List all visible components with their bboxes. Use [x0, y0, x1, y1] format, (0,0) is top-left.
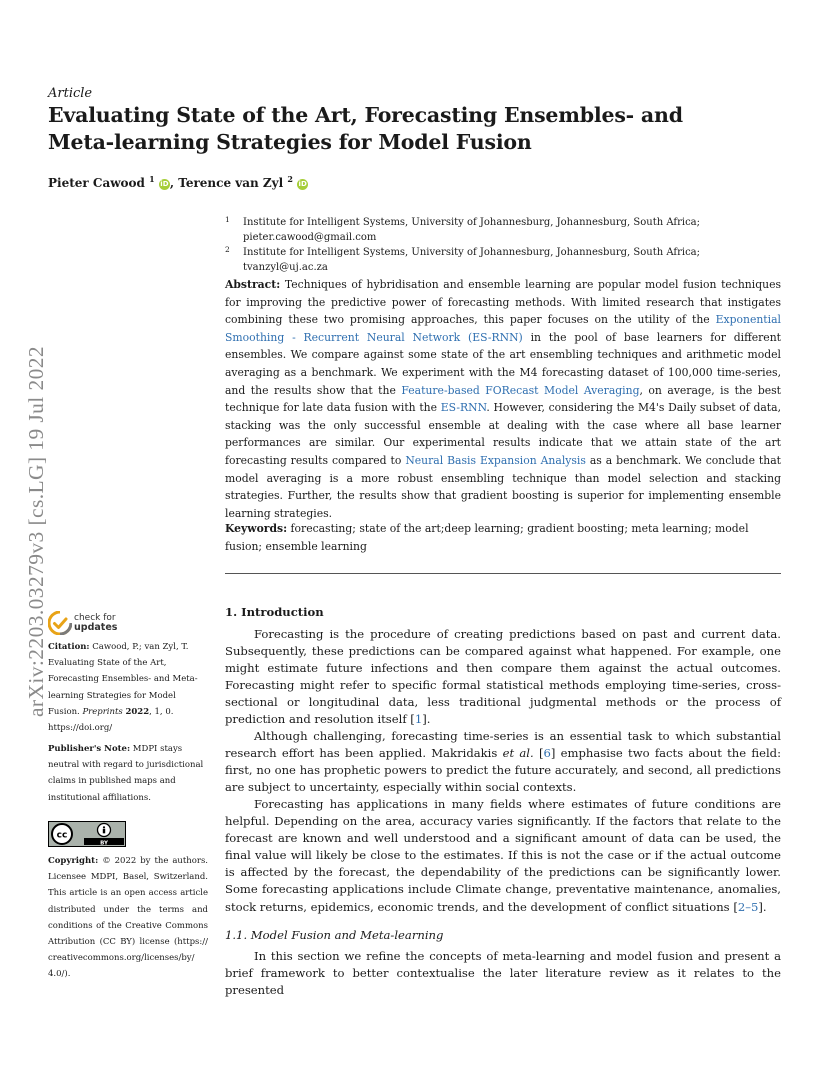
author-list: Pieter Cawood $^1$ iD, Terence van Zyl $^2$ iD: [48, 174, 307, 190]
abstract-text: as a benchmark. We conclude that model averaging is a more robust ensembling technique than model selection and stacking strategies. Further, the results show that gradient boosting is superior for implementing ensemble learning strategies.: [225, 453, 781, 520]
creative-commons-license-badge[interactable]: [48, 821, 126, 847]
author-name[interactable]: Terence van Zyl: [178, 176, 284, 190]
keywords-label: Keywords:: [225, 522, 288, 535]
intro-paragraph-4: [225, 948, 781, 999]
citation-doi-link[interactable]: https://doi.org/: [48, 723, 113, 734]
paragraph-text: Forecasting has applications in many fields where estimates of future conditions are helpful. Depending on the area, accuracy varies significantly. If the factors that relate to the forecast are known and well understood and a significant amount of data can be used, the final value will likely be close to the estimates. If this is not the case or if the actual outcome is affected by the forecast, the dependability of the predictions can be significantly lower. Some forecasting applications include Climate change, preventative maintenance, anomalies, stock returns, epidemics, economic trends, and the development of conflict situations [: [225, 797, 781, 914]
keywords: [225, 520, 781, 555]
subsection-heading: 1.1. Model Fusion and Meta-learning: [225, 928, 444, 942]
affiliation-1: [225, 215, 785, 245]
et-al-text: et al.: [502, 746, 534, 761]
citation-link[interactable]: 1: [414, 712, 423, 727]
abstract-text: . However, considering the M4's Daily subset of data, stacking was the only successful ensemble at dealing with the case where all base learner performances are similar. Our experimental results indicate that we attain state of the art forecasting results compared to: [225, 401, 781, 467]
abstract-label: Abstract:: [225, 278, 281, 291]
citation-link[interactable]: 2–5: [737, 899, 759, 914]
affiliation-number: 1: [225, 215, 230, 224]
paper-title: Evaluating State of the Art, Forecasting Ensembles- and Meta-learning Strategies for Model Fusion: [48, 103, 683, 154]
abstract-link-fforma[interactable]: Feature-based FORecast Model Averaging: [401, 383, 640, 397]
paragraph-text: Forecasting is the procedure of creating predictions based on past and current data. Subsequently, these predictions can be compared against what happened. For example, one might estimate future infections and then compare them against the actual outcomes. Forecasting might refer to specific formal statistical methods employing time-series, cross-sectional or longitudinal data, less traditional judgmental methods or the process of prediction and resolution itself [: [225, 627, 781, 727]
arxiv-identifier: arXiv:2203.03279v3 [cs.LG] 19 Jul 2022: [24, 345, 49, 717]
paragraph-text: Although challenging, forecasting time-series is an essential task to which substantial research effort has been applied. Makridakis: [225, 729, 781, 761]
check-updates-icon: [48, 611, 72, 635]
intro-paragraph-1: [225, 626, 781, 729]
copyright-notice: [48, 853, 208, 983]
intro-paragraph-2: Although challenging, forecasting time-series is an essential task to which substantial research effort has been applied. Makridakis et al. [6] emphasise two facts about the field: first, no one has prophetic powers to predict the future accurately, and second, all predictions are subject to uncertainty, especially within social contexts.: [225, 729, 781, 795]
section-heading: 1. Introduction: [225, 605, 324, 619]
orcid-icon[interactable]: iD: [298, 180, 307, 188]
publisher-note-label: Publisher's Note:: [48, 744, 131, 754]
copyright-text: © 2022 by the authors. Licensee MDPI, Basel, Switzerland. This article is an open access article distributed under the terms and conditions of the Creative Commons Attribution (CC BY) license (https:// creativecommons.org/licenses/by/ 4.0/).: [48, 856, 209, 980]
publisher-note-text: MDPI stays neutral with regard to jurisdictional claims in published maps and institutional affiliations.: [48, 744, 204, 803]
paragraph-text: In this section we refine the concepts of meta-learning and model fusion and present a brief framework to better contextualise the later literature review as it relates to the presented: [225, 949, 781, 998]
svg-text:cc: cc: [56, 830, 68, 841]
paragraph-text: ].: [422, 712, 431, 727]
citation-text: Cawood, P.; van Zyl, T. Evaluating State of the Art, Forecasting Ensembles- and Meta-learning Strategies for Model Fusion.: [48, 642, 198, 717]
affiliation-2: [225, 245, 785, 275]
citation-block: [48, 639, 208, 736]
citation-volume: , 1, 0.: [149, 706, 174, 717]
check-updates-line2: updates: [74, 622, 118, 633]
orcid-icon[interactable]: iD: [160, 180, 169, 188]
abstract-text: Techniques of hybridisation and ensemble learning are popular model fusion techniques for improving the predictive power of forecasting methods. With limited research that instigates combining these two promising approaches, this paper focuses on the utility of the: [225, 278, 782, 327]
abstract-link-es-rnn-short[interactable]: ES-RNN: [440, 401, 487, 415]
section-divider: [225, 573, 781, 574]
abstract-link-n-beats[interactable]: Neural Basis Expansion Analysis: [405, 453, 586, 467]
check-updates-text: [74, 613, 117, 633]
citation-year: 2022: [125, 706, 150, 717]
article-type-label: Article: [48, 86, 93, 101]
cc-by-label: BY: [100, 840, 108, 847]
citation-label: Citation:: [48, 642, 90, 652]
affiliation-text: Institute for Intelligent Systems, University of Johannesburg, Johannesburg, South Africa; pieter.cawood@gmail.com: [243, 217, 700, 243]
abstract-link-es-rnn[interactable]: Exponential Smoothing - Recurrent Neural Network (ES-RNN): [225, 313, 781, 344]
author-affiliation-marker: 1: [149, 174, 155, 184]
author-affiliation-marker: 2: [287, 174, 293, 184]
copyright-label: Copyright:: [48, 856, 99, 866]
check-for-updates-badge[interactable]: [48, 611, 178, 637]
check-updates-line1: check for: [74, 613, 116, 623]
abstract: [225, 276, 781, 522]
intro-paragraph-3: [225, 796, 781, 916]
paragraph-text: emphasise two facts about the field: first, no one has prophetic powers to predict the future accurately, and second, all predictions are subject to uncertainty, especially within social contexts.: [225, 746, 781, 795]
keywords-text: forecasting; state of the art;deep learning; gradient boosting; meta learning; model fusion; ensemble learning: [225, 522, 749, 553]
abstract-text: , on average, is the best technique for late data fusion with the: [225, 383, 782, 415]
citation-journal: Preprints: [82, 706, 123, 717]
abstract-text: in the pool of base learners for different ensembles. We compare against some state of the art ensembling techniques and arithmetic model averaging as a benchmark. We experiment with the M4 forecasting dataset of 100,000 time-series, and the results show that the: [225, 330, 781, 397]
affiliation-number: 2: [225, 245, 230, 254]
paragraph-text: ].: [758, 899, 767, 914]
author-name[interactable]: Pieter Cawood: [48, 176, 145, 190]
citation-link[interactable]: 6: [543, 746, 551, 761]
affiliation-text: Institute for Intelligent Systems, University of Johannesburg, Johannesburg, South Africa; tvanzyl@uj.ac.za: [243, 247, 700, 273]
publisher-note: [48, 741, 208, 806]
